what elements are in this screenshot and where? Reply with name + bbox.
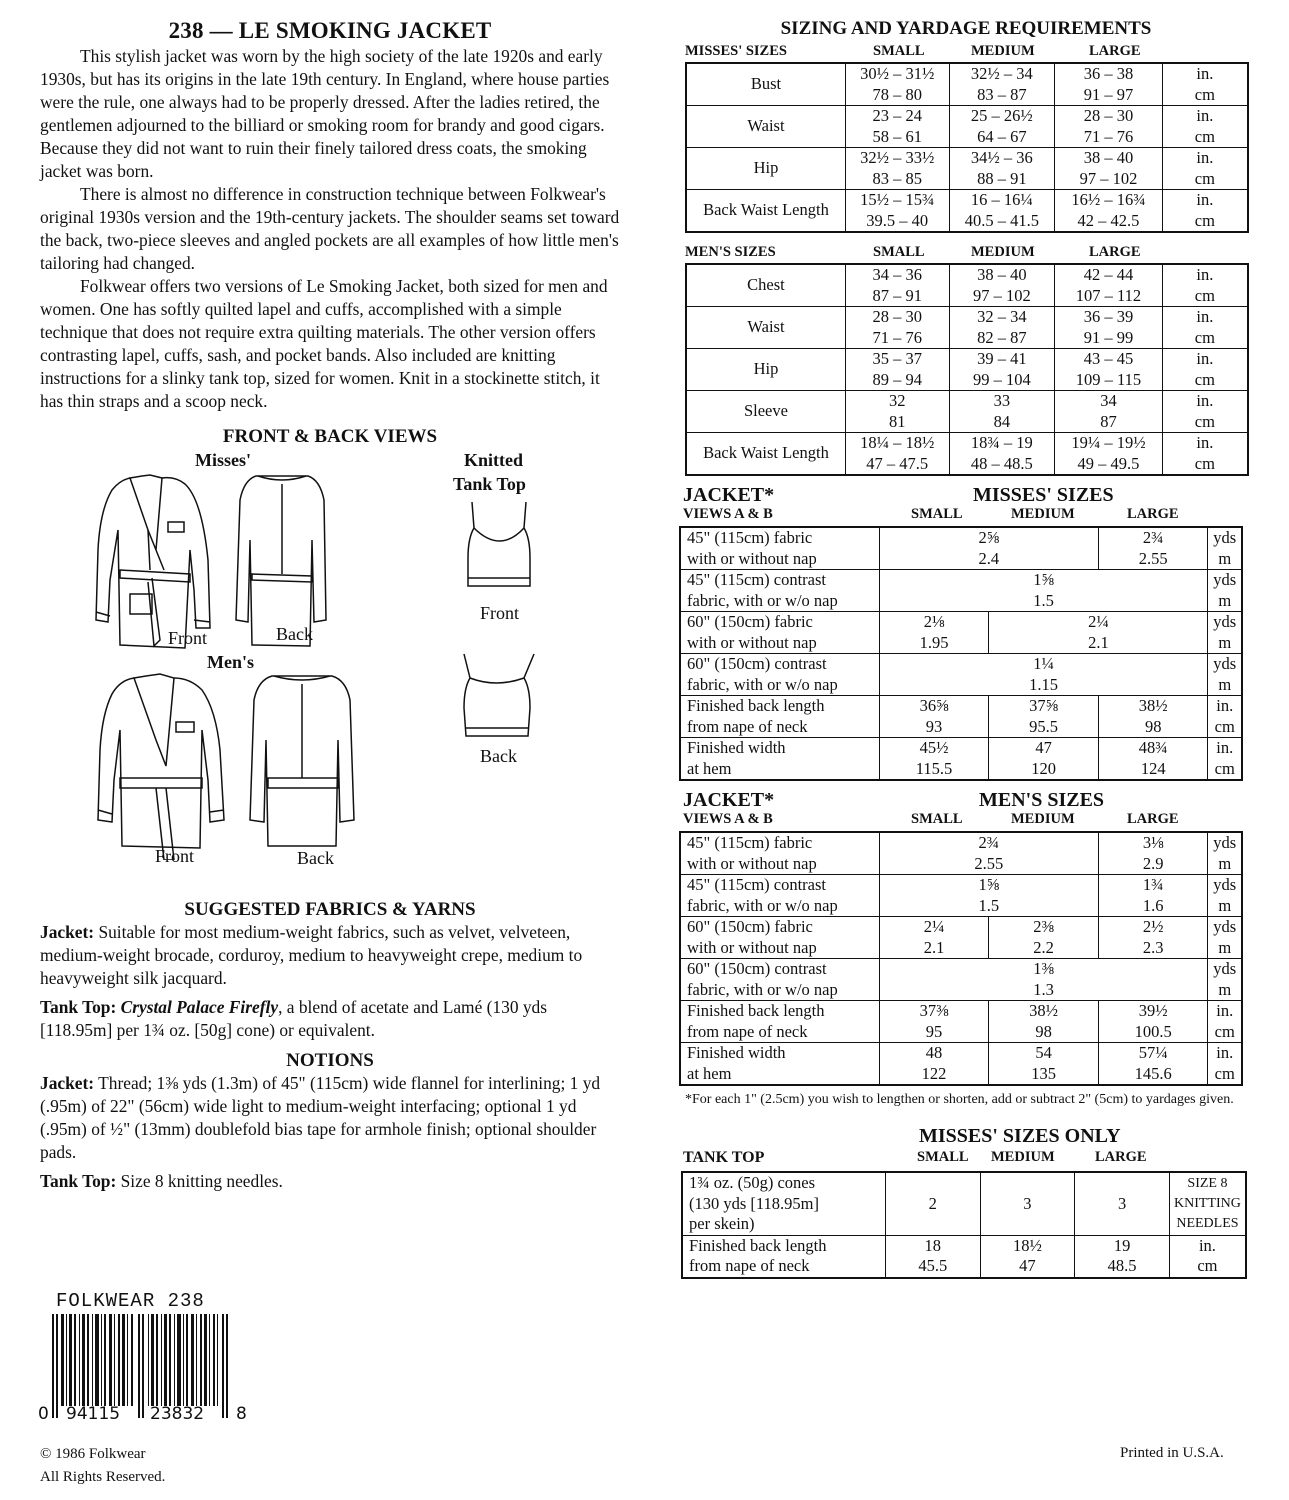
notions-jacket: Jacket: Thread; 1⅜ yds (1.3m) of 45" (115cm) wide flannel for interlining; 1 yd (.95m) of 22" (56cm) wide light to medium-weight interfacing; optional 1 yd (.95m) of ½" (13mm) doublefold bias tape for armhole finish; optional shoulder pads. (40, 1073, 601, 1162)
fabrics-jacket: Jacket: Suitable for most medium-weight fabrics, such as velvet, velveteen, medium-weight brocade, corduroy, medium to heavyweight crepe, medium to heavyweight silk jacquard. (40, 922, 583, 988)
barcode-title: FOLKWEAR 238 (56, 1290, 205, 1312)
mens-back-label: Back (297, 848, 334, 868)
copyright (40, 1443, 165, 1489)
table-row: 45" (115cm) fabric with or without nap 2⅝ 2.4 2¾ 2.55 yds m (680, 527, 1242, 570)
table-row: Hip 35 – 37 89 – 94 39 – 41 99 – 104 43 – 45 109 – 115 in. cm (686, 349, 1248, 391)
table-row: 1¾ oz. (50g) cones (130 yds [118.95m] per skein) 2 3 3 SIZE 8 KNITTING NEEDLES (682, 1172, 1246, 1235)
jacket-misses-table (679, 526, 1243, 781)
notions-tank: Tank Top: Size 8 knitting needles. (40, 1171, 283, 1191)
mens-front-jacket-illustration (90, 670, 240, 860)
fabrics-tank: Tank Top: Crystal Palace Firefly, a blend of acetate and Lamé (130 yds [118.95m] per 1¾ oz. [50g] cone) or equivalent. (40, 997, 548, 1040)
misses-sizes-header: MISSES' SIZES SMALL MEDIUM LARGE (685, 43, 1141, 59)
mens-sizes-table (685, 263, 1249, 476)
table-row: 60" (150cm) fabric with or without nap 2¼ 2.1 2⅜ 2.2 2½ 2.3 yds m (680, 917, 1242, 959)
views-heading: FRONT & BACK VIEWS (222, 426, 438, 447)
tank-top-label: Tank Top (453, 474, 526, 494)
tank-back-label: Back (480, 746, 517, 766)
knitted-label: Knitted (464, 450, 524, 470)
table-row: Back Waist Length 15½ – 15¾ 39.5 – 40 16 – 16¼ 40.5 – 41.5 16½ – 16¾ 42 – 42.5 in. cm (686, 190, 1248, 233)
barcode-digit-4: 8 (236, 1404, 247, 1424)
table-row: 45" (115cm) contrast fabric, with or w/o nap 1⅝ 1.5 yds m (680, 570, 1242, 612)
tank-header: MISSES' SIZES ONLY TANK TOP SMALL MEDIUM LARGE (683, 1125, 1147, 1166)
barcode-digit-1: 0 (38, 1404, 49, 1424)
illustrations (40, 448, 620, 898)
table-row: Finished width at hem 45½ 115.5 47 120 48¾ 124 in. cm (680, 738, 1242, 781)
tank-front-label: Front (480, 603, 520, 623)
table-row: Waist 28 – 30 71 – 76 32 – 34 82 – 87 36 – 39 91 – 99 in. cm (686, 307, 1248, 349)
intro-paragraph-2: There is almost no difference in construction technique between Folkwear's original 1930s version and the 19th-century jackets. The shoulder seams set toward the back, two-piece sleeves and angled pockets are all examples of how little men's tailoring had changed. (40, 184, 620, 273)
fabrics-section (40, 899, 620, 1193)
table-row: Finished back length from nape of neck 37⅜ 95 38½ 98 39½ 100.5 in. cm (680, 1001, 1242, 1043)
tank-back-illustration (456, 648, 542, 748)
left-column (40, 18, 620, 1193)
jacket-misses-header: JACKET* MISSES' SIZES VIEWS A & B SMALL MEDIUM LARGE (683, 484, 1179, 522)
table-row: Bust 30½ – 31½ 78 – 80 32½ – 34 83 – 87 36 – 38 91 – 97 in. cm (686, 63, 1248, 106)
copyright-line-1: © 1986 Folkwear (40, 1446, 146, 1462)
mens-back-jacket-illustration (242, 670, 362, 860)
table-row: Back Waist Length 18¼ – 18½ 47 – 47.5 18¾ – 19 48 – 48.5 19¼ – 19½ 49 – 49.5 in. cm (686, 433, 1248, 476)
table-row: Finished back length from nape of neck 36⅝ 93 37⅝ 95.5 38½ 98 in. cm (680, 696, 1242, 738)
notions-heading: NOTIONS (286, 1050, 374, 1071)
fabrics-heading: SUGGESTED FABRICS & YARNS (184, 899, 476, 920)
right-column (681, 18, 1251, 1279)
misses-back-label: Back (276, 624, 313, 644)
table-row: Sleeve 32 81 33 84 34 87 in. cm (686, 391, 1248, 433)
table-row: 60" (150cm) contrast fabric, with or w/o nap 1¼ 1.15 yds m (680, 654, 1242, 696)
table-row: Waist 23 – 24 58 – 61 25 – 26½ 64 – 67 28 – 30 71 – 76 in. cm (686, 106, 1248, 148)
barcode-digit-2: 94115 (66, 1404, 121, 1424)
table-row: Chest 34 – 36 87 – 91 38 – 40 97 – 102 42 – 44 107 – 112 in. cm (686, 264, 1248, 307)
page-title: 238 — LE SMOKING JACKET (168, 18, 492, 43)
mens-sizes-header: MEN'S SIZES SMALL MEDIUM LARGE (685, 244, 1141, 260)
jacket-mens-header: JACKET* MEN'S SIZES VIEWS A & B SMALL MEDIUM LARGE (683, 789, 1179, 827)
misses-sizes-table (685, 62, 1249, 233)
copyright-line-2: All Rights Reserved. (40, 1469, 166, 1485)
misses-front-jacket-illustration (90, 470, 230, 660)
tank-front-illustration (460, 498, 540, 598)
table-row: 45" (115cm) fabric with or without nap 2¾ 2.55 3⅛ 2.9 yds m (680, 832, 1242, 875)
table-row: Hip 32½ – 33½ 83 – 85 34½ – 36 88 – 91 38 – 40 97 – 102 in. cm (686, 148, 1248, 190)
table-row: 60" (150cm) contrast fabric, with or w/o nap 1⅜ 1.3 yds m (680, 959, 1242, 1001)
table-row: Finished width at hem 48 122 54 135 57¼ 145.6 in. cm (680, 1043, 1242, 1086)
mens-front-label: Front (155, 846, 195, 866)
misses-label: Misses' (195, 450, 251, 470)
intro-paragraph-3: Folkwear offers two versions of Le Smoking Jacket, both sized for men and women. One has softly quilted lapel and cuffs, accomplished with a simple technique that does not require extra quilting materials. The other version offers contrasting lapel, cuffs, sash, and pocket bands. Also included are knitting instructions for a slinky tank top, sized for women. Knit in a stockinette stitch, it has thin straps and a scoop neck. (40, 276, 608, 411)
jacket-mens-table (679, 831, 1243, 1086)
intro-paragraph-1: This stylish jacket was worn by the high society of the late 1920s and early 1930s, but has its origins in the late 19th century. In England, where house parties were the rule, one always had to be properly dressed. After the ladies retired, the gentlemen adjourned to the billiard or smoking room for brandy and good cigars. Because they did not want to ruin their finely tailored dress coats, the smoking jacket was born. (40, 46, 610, 181)
sizing-title: SIZING AND YARDAGE REQUIREMENTS (780, 18, 1152, 39)
table-row: 45" (115cm) contrast fabric, with or w/o nap 1⅝ 1.5 1¾ 1.6 yds m (680, 875, 1242, 917)
misses-front-label: Front (168, 628, 208, 648)
yardage-footnote: *For each 1" (2.5cm) you wish to lengthen or shorten, add or subtract 2" (5cm) to yardages given. (685, 1092, 1234, 1107)
table-row: 60" (150cm) fabric with or without nap 2⅛ 1.95 2¼ 2.1 yds m (680, 612, 1242, 654)
printed-in: Printed in U.S.A. (1120, 1445, 1224, 1461)
barcode-digit-3: 23832 (150, 1404, 205, 1424)
mens-label: Men's (207, 652, 254, 672)
table-row: Finished back length from nape of neck 18 45.5 18½ 47 19 48.5 in. cm (682, 1235, 1246, 1278)
barcode (38, 1290, 247, 1424)
tank-table (681, 1171, 1247, 1279)
